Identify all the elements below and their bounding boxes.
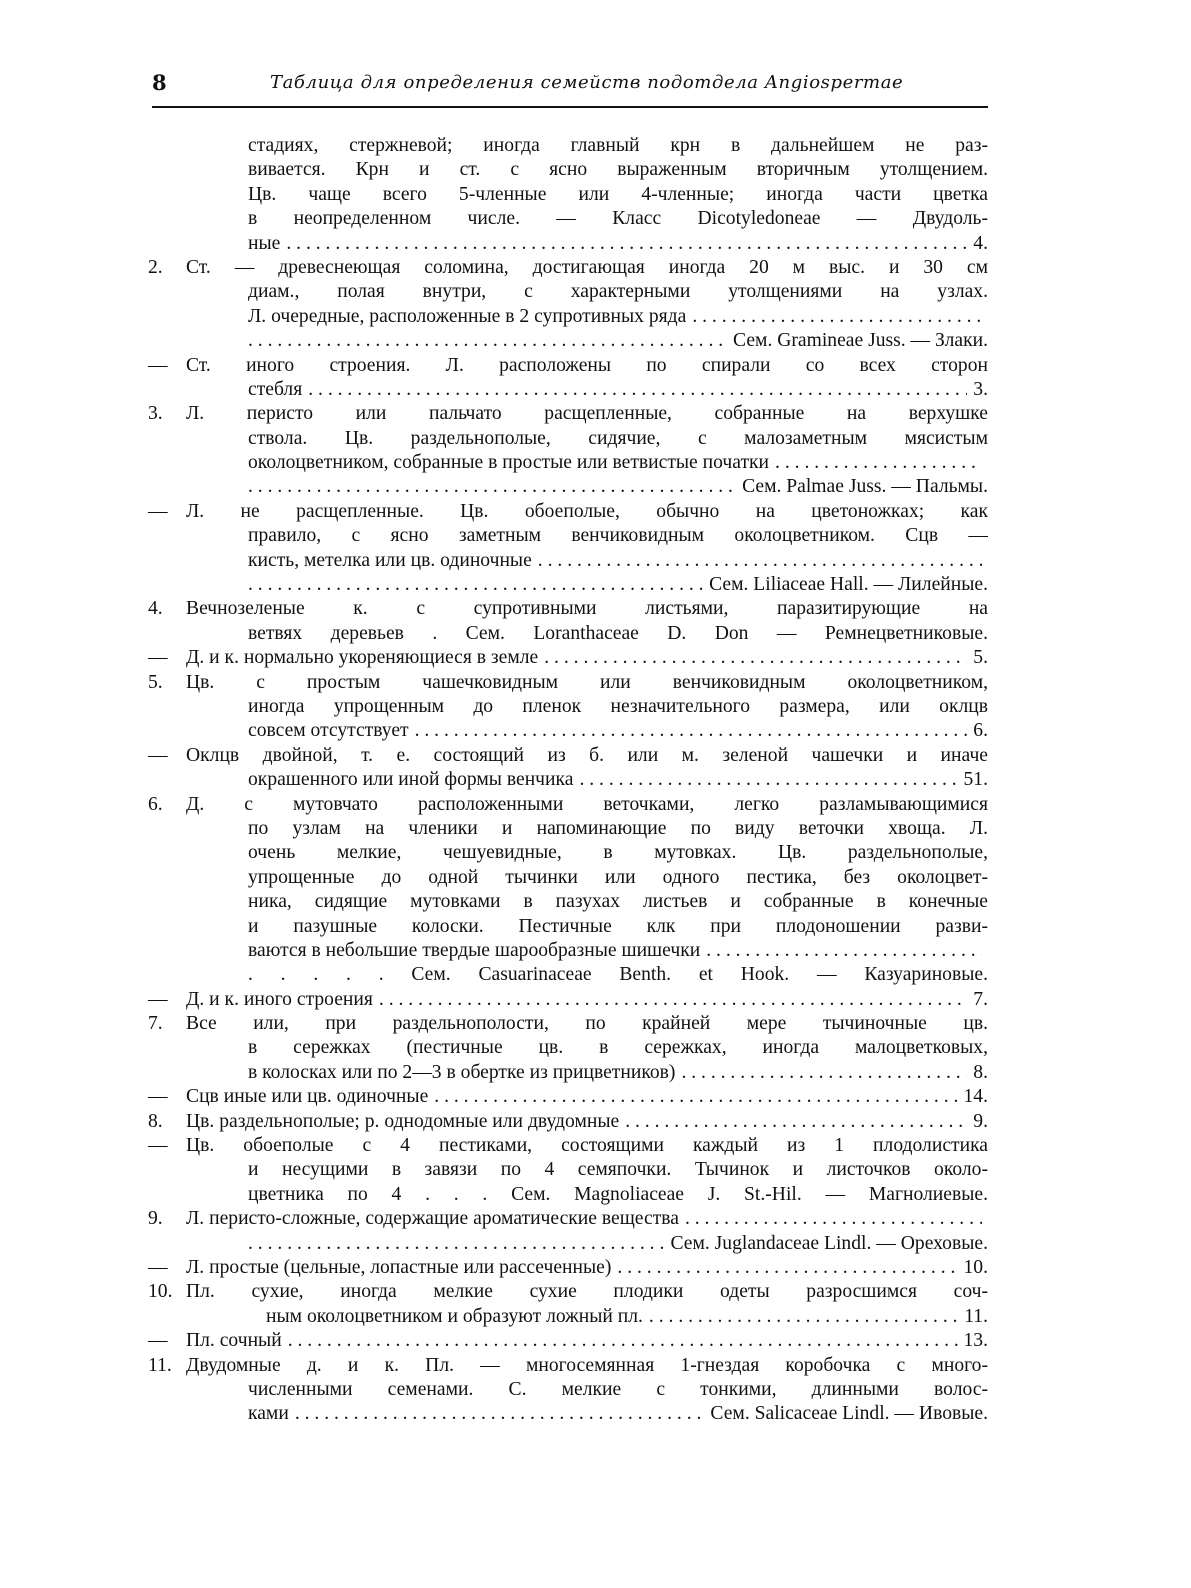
line-body [186, 841, 988, 865]
line-text: стебля [248, 378, 303, 400]
key-line [148, 695, 988, 719]
line-body [186, 939, 988, 963]
key-line [148, 207, 988, 231]
dot-leader [617, 1256, 957, 1280]
couplet-number [148, 158, 186, 182]
line-text: околоцветником, собранные в простые или ветвистые початки [248, 452, 770, 474]
key-line [148, 890, 988, 914]
couplet-number [148, 963, 186, 987]
key-line [148, 183, 988, 207]
key-line [148, 1280, 988, 1304]
line-body [186, 915, 988, 939]
line-text: Д. с мутовчато расположенными веточками, легко разламывающимися [186, 793, 988, 815]
line-body [186, 1280, 988, 1304]
key-line [148, 597, 988, 621]
line-text: в колосках или по 2—3 в обертке из прицветников) [248, 1061, 676, 1083]
key-line [148, 744, 988, 768]
line-body [186, 256, 988, 280]
line-body [186, 866, 988, 890]
line-text: Цв. чаще всего 5-членные или 4-членные; иногда части цветка [248, 183, 988, 205]
dot-leader [415, 719, 968, 743]
line-text: ваются в небольшие твердые шарообразные шишечки [248, 939, 701, 961]
family-name: Сем. Juglandaceae Lindl. — Ореховые. [670, 1232, 988, 1254]
couplet-number: — [148, 1330, 168, 1352]
line-text: Пл. сочный [186, 1330, 282, 1352]
couplet-number: — [148, 354, 168, 376]
line-body [186, 1012, 988, 1036]
line-body [186, 1134, 988, 1158]
line-text: стадиях, стержневой; иногда главный крн в дальнейшем не раз- [248, 135, 988, 156]
key-line [148, 817, 988, 841]
couplet-number: — [148, 1256, 168, 1278]
couplet-number [148, 378, 186, 402]
key-line [148, 1256, 988, 1280]
line-body [186, 1378, 988, 1402]
line-text: Д. и к. нормально укореняющиеся в земле [186, 647, 539, 669]
key-line [148, 1134, 988, 1158]
couplet-number: — [148, 500, 168, 522]
key-line [148, 402, 988, 426]
key-line [148, 1378, 988, 1402]
dot-leader [579, 768, 957, 792]
couplet-reference: 10. [963, 1256, 988, 1278]
line-text: ками [248, 1403, 289, 1425]
line-text: Все или, при раздельнополости, по крайней мере тычиночные цв. [186, 1013, 988, 1035]
key-line [148, 1183, 988, 1207]
key-line [148, 866, 988, 890]
line-body [186, 524, 988, 548]
key-line [148, 305, 988, 329]
line-body [186, 573, 988, 597]
line-text: цветника по 4 . . . Сем. Magnoliaceae J. St.-Hil. — Магнолиевые. [248, 1183, 988, 1205]
key-line [148, 988, 988, 1012]
couplet-number [148, 890, 186, 914]
key-line [148, 939, 988, 963]
couplet-number [148, 622, 186, 646]
line-body [186, 1329, 988, 1353]
line-text: численными семенами. С. мелкие с тонкими, длинными волос- [248, 1378, 988, 1400]
line-text: Л. простые (цельные, лопастные или рассеченные) [186, 1256, 612, 1278]
line-body [186, 597, 988, 621]
dot-leader [692, 305, 982, 329]
key-line [148, 256, 988, 280]
line-text: и пазушные колоски. Пестичные клк при плодоношении разви- [248, 915, 988, 937]
key-line [148, 719, 988, 743]
couplet-number: 2. [148, 256, 163, 278]
couplet-reference: 14. [963, 1086, 988, 1108]
key-line [148, 1158, 988, 1182]
line-body [186, 1110, 988, 1134]
key-line [148, 793, 988, 817]
family-name: Сем. Salicaceae Lindl. — Ивовые. [710, 1403, 988, 1425]
couplet-number [148, 207, 186, 231]
key-line [148, 1354, 988, 1378]
couplet-number [148, 329, 186, 353]
line-text: упрощенные до одной тычинки или одного пестика, без околоцвет- [248, 866, 988, 888]
line-text: Л. перисто-сложные, содержащие ароматические вещества [186, 1208, 679, 1230]
couplet-number [148, 232, 186, 256]
key-line [148, 1207, 988, 1231]
key-line [148, 1061, 988, 1085]
line-body [186, 890, 988, 914]
page-number: 8 [152, 70, 167, 95]
line-text: ствола. Цв. раздельнополые, сидячие, с малозаметным мясистым [248, 427, 988, 449]
couplet-number: 4. [148, 598, 163, 620]
couplet-number: — [148, 1135, 168, 1157]
line-body [186, 378, 988, 402]
dot-leader [625, 1110, 967, 1134]
couplet-number [148, 134, 186, 158]
line-body [186, 1402, 988, 1426]
line-body [186, 1207, 988, 1231]
dot-leader [544, 646, 967, 670]
line-body [186, 427, 988, 451]
couplet-number [148, 817, 186, 841]
couplet-number [148, 841, 186, 865]
couplet-number: 7. [148, 1013, 163, 1035]
line-text: Цв. раздельнополые; р. однодомные или двудомные [186, 1110, 620, 1132]
line-text: Л. перисто или пальчато расщепленные, собранные на верхушке [186, 403, 988, 425]
line-body [186, 134, 988, 158]
couplet-number [148, 183, 186, 207]
line-body [186, 451, 988, 475]
line-body [186, 1085, 988, 1109]
line-text: . . . . . Сем. Casuarinaceae Benth. et Hook. — Казуариновые. [248, 964, 988, 986]
line-text: диам., полая внутри, с характерными утолщениями на узлах. [248, 281, 988, 303]
key-line [148, 1110, 988, 1134]
line-body [186, 1354, 988, 1378]
line-text: Пл. сухие, иногда мелкие сухие плодики одеты разросшимся соч- [186, 1281, 988, 1303]
line-text: кисть, метелка или цв. одиночные [248, 549, 532, 571]
line-body [186, 280, 988, 304]
line-text: совсем отсутствует [248, 720, 409, 742]
couplet-number: 8. [148, 1110, 163, 1132]
couplet-number [148, 695, 186, 719]
line-text: очень мелкие, чешуевидные, в мутовках. Цв. раздельнополые, [248, 842, 988, 864]
couplet-reference: 4. [973, 232, 988, 254]
couplet-number: 11. [148, 1354, 172, 1376]
couplet-number [148, 915, 186, 939]
line-body [186, 1183, 988, 1207]
line-body [186, 744, 988, 768]
couplet-reference: 13. [963, 1330, 988, 1352]
key-line [148, 646, 988, 670]
line-text: и несущими в завязи по 4 семяпочки. Тычинок и листочков около- [248, 1159, 988, 1181]
line-text: правило, с ясно заметным венчиковидным околоцветником. Сцв — [248, 525, 988, 547]
dot-leader [685, 1207, 982, 1231]
key-line [148, 1036, 988, 1060]
dot-leader [538, 549, 982, 573]
couplet-number: 3. [148, 403, 163, 425]
dot-leader [308, 378, 967, 402]
line-body [186, 500, 988, 524]
couplet-number [148, 280, 186, 304]
key-line [148, 378, 988, 402]
couplet-number [148, 1305, 186, 1329]
running-title: Таблица для определения семейств подотдела Angiospermae [270, 72, 904, 93]
line-body [186, 475, 988, 499]
key-line [148, 841, 988, 865]
line-body [186, 402, 988, 426]
line-text: ным околоцветником и образуют ложный пл. [266, 1305, 643, 1327]
couplet-number: — [148, 744, 168, 766]
line-text: Двудомные д. и к. Пл. — многосемянная 1-гнездая коробочка с много- [186, 1354, 988, 1376]
couplet-number [148, 1402, 186, 1426]
dot-leader [681, 1061, 967, 1085]
line-text: в неопределенном числе. — Класс Dicotyledoneae — Двудоль- [248, 208, 988, 230]
line-body [186, 1305, 988, 1329]
family-name: Сем. Palmae Juss. — Пальмы. [742, 476, 988, 498]
key-line [148, 1305, 988, 1329]
couplet-number [148, 524, 186, 548]
key-line [148, 524, 988, 548]
dot-leader [248, 1232, 664, 1256]
couplet-reference: 51. [963, 769, 988, 791]
line-body [186, 549, 988, 573]
key-line [148, 475, 988, 499]
dot-leader [248, 573, 703, 597]
key-line [148, 1012, 988, 1036]
key-line [148, 280, 988, 304]
couplet-number [148, 939, 186, 963]
line-text: Сцв иные или цв. одиночные [186, 1086, 429, 1108]
couplet-number: 6. [148, 793, 163, 815]
couplet-number [148, 451, 186, 475]
couplet-number [148, 1158, 186, 1182]
line-body [186, 354, 988, 378]
couplet-number: — [148, 988, 168, 1010]
dot-leader [434, 1085, 957, 1109]
key-line [148, 622, 988, 646]
couplet-reference: 9. [973, 1110, 988, 1132]
couplet-number [148, 1036, 186, 1060]
line-body [186, 671, 988, 695]
couplet-number: 10. [148, 1281, 173, 1303]
couplet-number [148, 573, 186, 597]
line-text: ные [248, 232, 281, 254]
line-text: Цв. обоеполые с 4 пестиками, состоящими каждый из 1 плодолистика [186, 1135, 988, 1157]
line-text: ника, сидящие мутовками в пазухах листьев и собранные в конечные [248, 891, 988, 913]
couplet-reference: 8. [973, 1061, 988, 1083]
couplet-number [148, 1183, 186, 1207]
key-line [148, 963, 988, 987]
couplet-number: — [148, 1086, 168, 1108]
couplet-reference: 7. [973, 988, 988, 1010]
key-line [148, 768, 988, 792]
line-body [186, 1061, 988, 1085]
family-name: Сем. Liliaceae Hall. — Лилейные. [709, 574, 988, 596]
line-text: Ст. иного строения. Л. расположены по спирали со всех сторон [186, 354, 988, 376]
couplet-reference: 3. [973, 378, 988, 400]
line-body [186, 329, 988, 353]
line-text: ветвях деревьев . Сем. Loranthaceae D. Don — Ремнецветниковые. [248, 622, 988, 644]
key-line [148, 134, 988, 158]
line-body [186, 768, 988, 792]
dot-leader [248, 329, 727, 353]
line-text: по узлам на членики и напоминающие по виду веточки хвоща. Л. [248, 817, 988, 839]
key-line [148, 354, 988, 378]
line-text: в сережках (пестичные цв. в сережках, иногда малоцветковых, [248, 1037, 988, 1059]
couplet-reference: 6. [973, 720, 988, 742]
couplet-number: 5. [148, 671, 163, 693]
couplet-number [148, 427, 186, 451]
line-body [186, 1232, 988, 1256]
key-line [148, 671, 988, 695]
couplet-number: — [148, 647, 168, 669]
line-text: Л. не расщепленные. Цв. обоеполые, обычно на цветоножках; как [186, 500, 988, 522]
line-body [186, 793, 988, 817]
line-body [186, 232, 988, 256]
couplet-number [148, 475, 186, 499]
couplet-number [148, 305, 186, 329]
key-line [148, 1085, 988, 1109]
key-line [148, 451, 988, 475]
key-line [148, 427, 988, 451]
key-text [148, 134, 988, 1427]
key-line [148, 158, 988, 182]
line-body [186, 1036, 988, 1060]
key-line [148, 232, 988, 256]
key-line [148, 1329, 988, 1353]
dot-leader [248, 475, 736, 499]
line-text: иногда упрощенным до пленок незначительного размера, или оклцв [248, 695, 988, 717]
line-body [186, 305, 988, 329]
line-text: Д. и к. иного строения [186, 988, 373, 1010]
line-body [186, 622, 988, 646]
dot-leader [379, 988, 967, 1012]
dot-leader [288, 1329, 958, 1353]
key-line [148, 500, 988, 524]
couplet-reference: 5. [973, 647, 988, 669]
dot-leader [706, 939, 982, 963]
line-body [186, 719, 988, 743]
couplet-number [148, 719, 186, 743]
line-text: Л. очередные, расположенные в 2 супротивных ряда [248, 305, 687, 327]
line-body [186, 158, 988, 182]
line-body [186, 695, 988, 719]
key-line [148, 915, 988, 939]
couplet-number [148, 1061, 186, 1085]
dot-leader [649, 1305, 958, 1329]
dot-leader [775, 451, 982, 475]
couplet-number [148, 768, 186, 792]
line-body [186, 1256, 988, 1280]
line-text: Ст. — древеснеющая соломина, достигающая иногда 20 м выс. и 30 см [186, 256, 988, 278]
key-line [148, 329, 988, 353]
line-text: Вечнозеленые к. с супротивными листьями, паразитирующие на [186, 598, 988, 620]
couplet-number: 9. [148, 1208, 163, 1230]
couplet-number [148, 866, 186, 890]
line-body [186, 646, 988, 670]
line-body [186, 207, 988, 231]
dot-leader [295, 1402, 705, 1426]
line-body [186, 1158, 988, 1182]
couplet-number [148, 1378, 186, 1402]
dot-leader [286, 232, 967, 256]
family-name: Сем. Gramineae Juss. — Злаки. [733, 330, 988, 352]
line-text: окрашенного или иной формы венчика [248, 769, 574, 791]
line-text: Оклцв двойной, т. е. состоящий из б. или м. зеленой чашечки и иначе [186, 744, 988, 766]
key-line [148, 1402, 988, 1426]
couplet-number [148, 549, 186, 573]
couplet-reference: 11. [964, 1305, 988, 1327]
page-header [152, 66, 988, 108]
couplet-number [148, 1232, 186, 1256]
line-body [186, 183, 988, 207]
key-line [148, 573, 988, 597]
line-body [186, 988, 988, 1012]
line-body [186, 817, 988, 841]
line-text: вивается. Крн и ст. с ясно выраженным вторичным утолщением. [248, 159, 988, 181]
key-line [148, 549, 988, 573]
line-text: Цв. с простым чашечковидным или венчиковидным околоцветником, [186, 671, 988, 693]
key-line [148, 1232, 988, 1256]
line-body [186, 963, 988, 987]
